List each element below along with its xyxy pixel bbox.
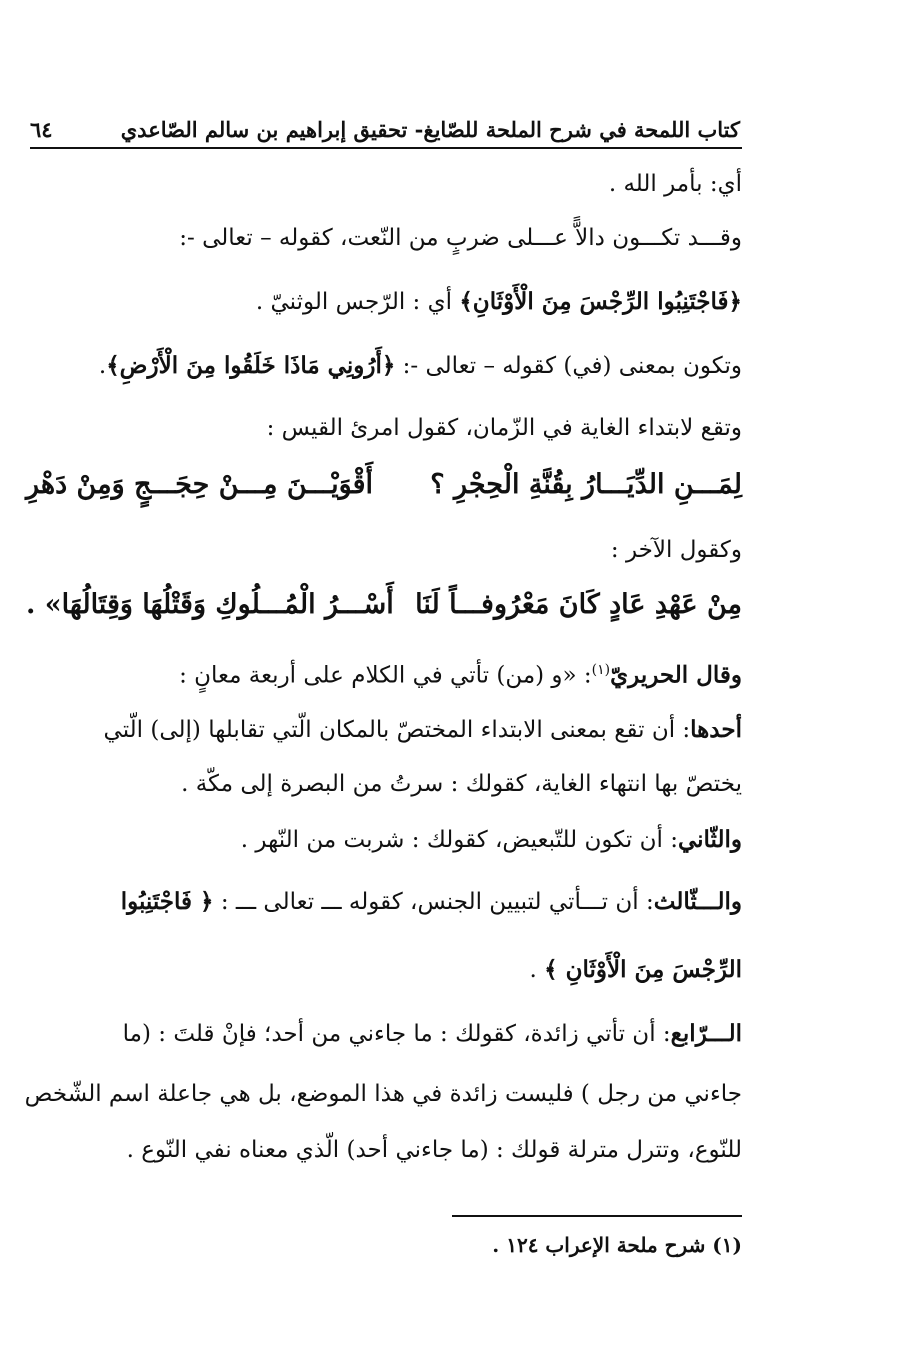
body-line-6: وكقول الآخر : (610, 537, 742, 563)
body-text: أي : الرّجس الوثنيّ . (255, 289, 460, 315)
body-line-1: أي: بأمر الله . (608, 171, 742, 197)
page-header (30, 114, 740, 144)
author-name: وقال الحريريّ (610, 661, 742, 689)
body-text: . (98, 353, 107, 379)
header-title: كتاب اللمحة في شرح الملحة للصّايغ- تحقيق إبراهيم بن سالم الصّاعدي (120, 116, 740, 142)
poem-verse-2 (26, 582, 742, 626)
quran-verse: ﴿ فَاجْتَنِبُوا (120, 888, 214, 915)
body-line-10 (26, 820, 742, 860)
quran-verse: ﴿أَرُونِي مَاذَا خَلَقُوا مِنَ الْأَرْضِ﴾ (106, 352, 396, 379)
footnote-marker: (١) (591, 662, 611, 678)
footnote-rule (452, 1215, 742, 1217)
header-rule (30, 147, 742, 149)
body-line-11 (26, 882, 742, 922)
body-text: : أن تـــأتي لتبيين الجنس، كقوله ـــ تعالى ـــ : (213, 889, 654, 915)
body-line-7 (26, 650, 742, 696)
body-line-12 (26, 950, 742, 990)
footnote: (١) شرح ملحة الإعراب ١٢٤ . (492, 1233, 742, 1257)
poem-verse-1 (26, 462, 742, 506)
quran-verse: ﴿فَاجْتَنِبُوا الرِّجْسَ مِنَ الْأَوْثَانِ﴾ (459, 288, 742, 315)
body-line-13 (26, 1014, 742, 1054)
quran-verse: الرِّجْسَ مِنَ الْأَوْثَانِ ﴾ (544, 956, 742, 983)
verse-hemistich-second: أَقْوَيْـــنَ مِـــنْ حِجَـــجٍ وَمِنْ دَهْرِ (26, 468, 373, 500)
section-label: الـــرّابع (670, 1020, 742, 1047)
body-line-5: وتقع لابتداء الغاية في الزّمان، كقول امرئ القيس : (266, 415, 742, 441)
body-text: : أن تقع بمعنى الابتداء المختصّ بالمكان الّتي تقابلها (إلى) الّتي (103, 717, 691, 743)
body-line-8 (26, 710, 742, 750)
body-line-14: جاءني من رجل ) فليست زائدة في هذا الموضع، بل هي جاعلة اسم الشّخص (24, 1081, 742, 1107)
verse-hemistich-first: لِمَـــنِ الدِّيَـــارُ بِقُنَّةِ الْحِجْرِ ؟ (430, 468, 742, 500)
body-line-15: للنّوع، وتترل مترلة قولك : (ما جاءني أحد) الّذي معناه نفي النّوع . (126, 1137, 742, 1163)
body-text: : أن تأتي زائدة، كقولك : ما جاءني من أحد؛ فإنْ قلتَ : (ما (122, 1021, 671, 1047)
body-line-9: يختصّ بها انتهاء الغاية، كقولك : سرتُ من البصرة إلى مكّة . (181, 771, 742, 797)
section-label: والـــثّالث (653, 888, 742, 915)
verse-hemistich-first: مِنْ عَهْدِ عَادٍ كَانَ مَعْرُوفـــاً لَنَا (415, 588, 742, 620)
verse-hemistich-second: أَسْـــرُ الْمُـــلُوكِ وَقَتْلُهَا وَقِتَالُهَا» . (26, 588, 394, 620)
body-line-4 (26, 346, 742, 386)
body-text: : «و (من) تأتي في الكلام على أربعة معانٍ : (179, 662, 592, 689)
page-number: ٦٤ (30, 116, 53, 142)
body-text: . (529, 957, 545, 983)
section-label: أحدها (690, 716, 742, 743)
body-text: وتكون بمعنى (في) كقوله – تعالى -: (395, 353, 742, 379)
body-line-3 (26, 282, 742, 322)
body-text: : أن تكون للتّبعيض، كقولك : شربت من النّهر . (240, 827, 678, 853)
body-line-2: وقـــد تكـــون دالاًّ عـــلى ضربٍ من النّعت، كقوله – تعالى -: (179, 225, 742, 251)
section-label: والثّاني (677, 826, 742, 853)
